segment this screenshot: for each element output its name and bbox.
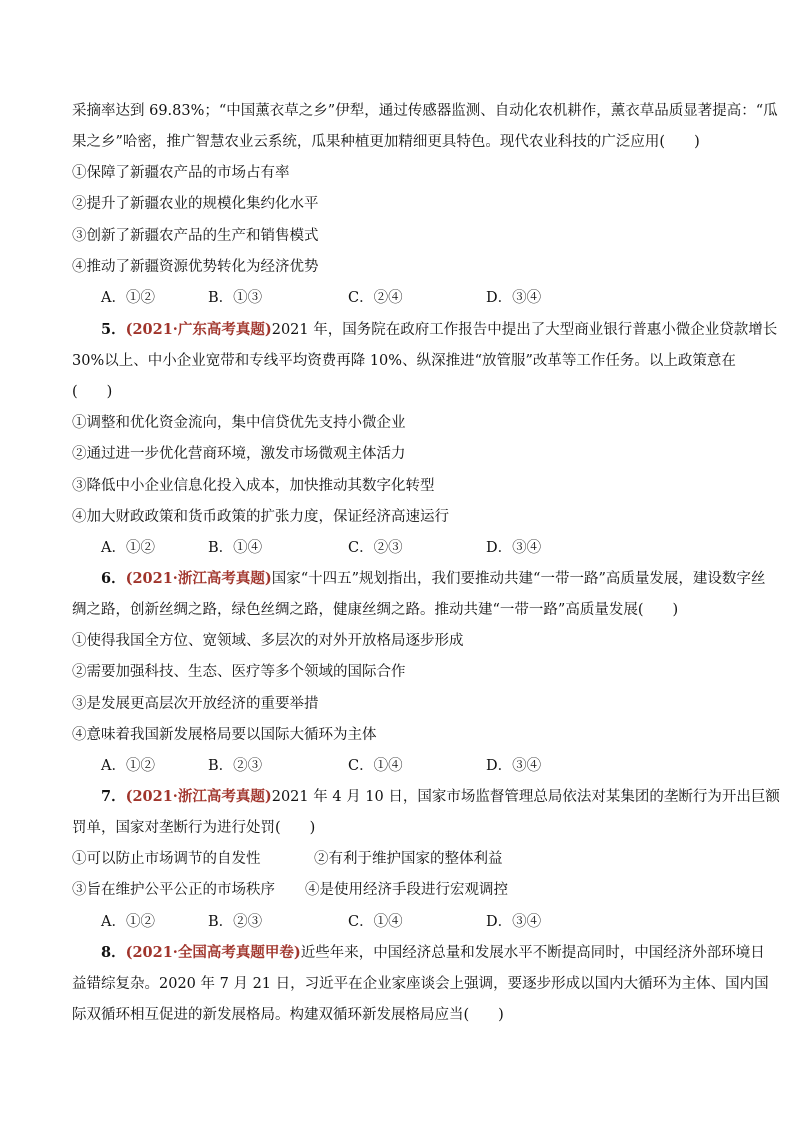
question-8-line-1 — [101, 943, 765, 963]
question-5-line-3: ( ) — [72, 384, 113, 400]
question-6-line-2: 绸之路，创新丝绸之路，绿色丝绸之路，健康丝绸之路。推动共建“一带一路”高质量发展( ) — [72, 602, 679, 618]
question-7-statement-1: ①可以防止市场调节的自发性 — [72, 851, 261, 867]
question-8-text-1: 近些年来，中国经济总量和发展水平不断提高同时，中国经济外部环境日 — [300, 945, 765, 961]
question-5-number: 5． — [101, 321, 126, 338]
question-7-statement-2: ②有利于维护国家的整体利益 — [314, 851, 503, 867]
question-7-choice-c: C．①④ — [348, 914, 403, 930]
question-7-line-1 — [101, 787, 780, 807]
question-6-number: 6． — [101, 570, 126, 587]
intro-statement-3: ③创新了新疆农产品的生产和销售模式 — [72, 228, 319, 244]
intro-choice-d: D．③④ — [486, 290, 542, 306]
question-5-choice-c: C．②③ — [348, 540, 403, 556]
question-6-source: (2021·浙江高考真题) — [125, 570, 272, 587]
question-6-choice-b: B．②③ — [208, 758, 263, 774]
question-5-choice-d: D．③④ — [486, 540, 542, 556]
question-6-statement-1: ①使得我国全方位、宽领域、多层次的对外开放格局逐步形成 — [72, 633, 464, 649]
question-5-choice-a: A．①② — [101, 540, 155, 556]
intro-choice-b: B．①③ — [208, 290, 263, 306]
question-7-number: 7． — [101, 788, 126, 805]
question-5-line-2: 30%以上、中小企业宽带和专线平均资费再降 10%、纵深推进“放管服”改革等工作任务。以上政策意在 — [72, 353, 736, 369]
question-5-source: (2021·广东高考真题) — [125, 321, 272, 338]
question-5-text-1: 2021 年，国务院在政府工作报告中提出了大型商业银行普惠小微企业贷款增长 — [271, 322, 778, 338]
question-6-statement-2: ②需要加强科技、生态、医疗等多个领域的国际合作 — [72, 664, 406, 680]
question-6-choice-d: D．③④ — [486, 758, 542, 774]
question-7-choice-d: D．③④ — [486, 914, 542, 930]
question-7-choice-b: B．②③ — [208, 914, 263, 930]
question-8-line-3: 际双循环相互促进的新发展格局。构建双循环新发展格局应当( ) — [72, 1007, 504, 1023]
question-7-statement-3: ③旨在维护公平公正的市场秩序 — [72, 882, 275, 898]
question-6-text-1: 国家“十四五”规划指出，我们要推动共建“一带一路”高质量发展，建设数字丝 — [271, 571, 766, 587]
question-5-statement-3: ③降低中小企业信息化投入成本，加快推动其数字化转型 — [72, 478, 435, 494]
question-6-statement-3: ③是发展更高层次开放经济的重要举措 — [72, 696, 319, 712]
question-8-line-2: 益错综复杂。2020 年 7 月 21 日，习近平在企业家座谈会上强调，要逐步形成以国内大循环为主体、国内国 — [72, 976, 769, 992]
question-5-statement-1: ①调整和优化资金流向，集中信贷优先支持小微企业 — [72, 415, 406, 431]
intro-choice-a: A．①② — [101, 290, 155, 306]
intro-line-2: 果之乡”哈密，推广智慧农业云系统，瓜果种植更加精细更具特色。现代农业科技的广泛应用( ) — [72, 134, 700, 150]
question-8-source: (2021·全国高考真题甲卷) — [125, 944, 301, 961]
intro-statement-4: ④推动了新疆资源优势转化为经济优势 — [72, 259, 319, 275]
intro-statement-2: ②提升了新疆农业的规模化集约化水平 — [72, 196, 319, 212]
question-5-choice-b: B．①④ — [208, 540, 263, 556]
question-6-choice-c: C．①④ — [348, 758, 403, 774]
question-6-line-1 — [101, 569, 765, 589]
question-7-choice-a: A．①② — [101, 914, 155, 930]
question-7-line-2: 罚单，国家对垄断行为进行处罚( ) — [72, 820, 316, 836]
question-5-statement-2: ②通过进一步优化营商环境，激发市场微观主体活力 — [72, 446, 406, 462]
question-7-source: (2021·浙江高考真题) — [125, 788, 272, 805]
question-5-statement-4: ④加大财政政策和货币政策的扩张力度，保证经济高速运行 — [72, 509, 449, 525]
question-7-text-1: 2021 年 4 月 10 日，国家市场监督管理总局依法对某集团的垄断行为开出巨额 — [271, 789, 780, 805]
question-6-statement-4: ④意味着我国新发展格局要以国际大循环为主体 — [72, 727, 377, 743]
question-8-number: 8． — [101, 944, 126, 961]
question-5-line-1 — [101, 320, 777, 340]
intro-choice-c: C．②④ — [348, 290, 403, 306]
intro-line-1: 采摘率达到 69.83%；“中国薰衣草之乡”伊犁，通过传感器监测、自动化农机耕作，薰衣草品质显著提高：“瓜 — [72, 103, 778, 119]
intro-statement-1: ①保障了新疆农产品的市场占有率 — [72, 165, 290, 181]
question-7-statement-4: ④是使用经济手段进行宏观调控 — [305, 882, 508, 898]
question-6-choice-a: A．①② — [101, 758, 155, 774]
